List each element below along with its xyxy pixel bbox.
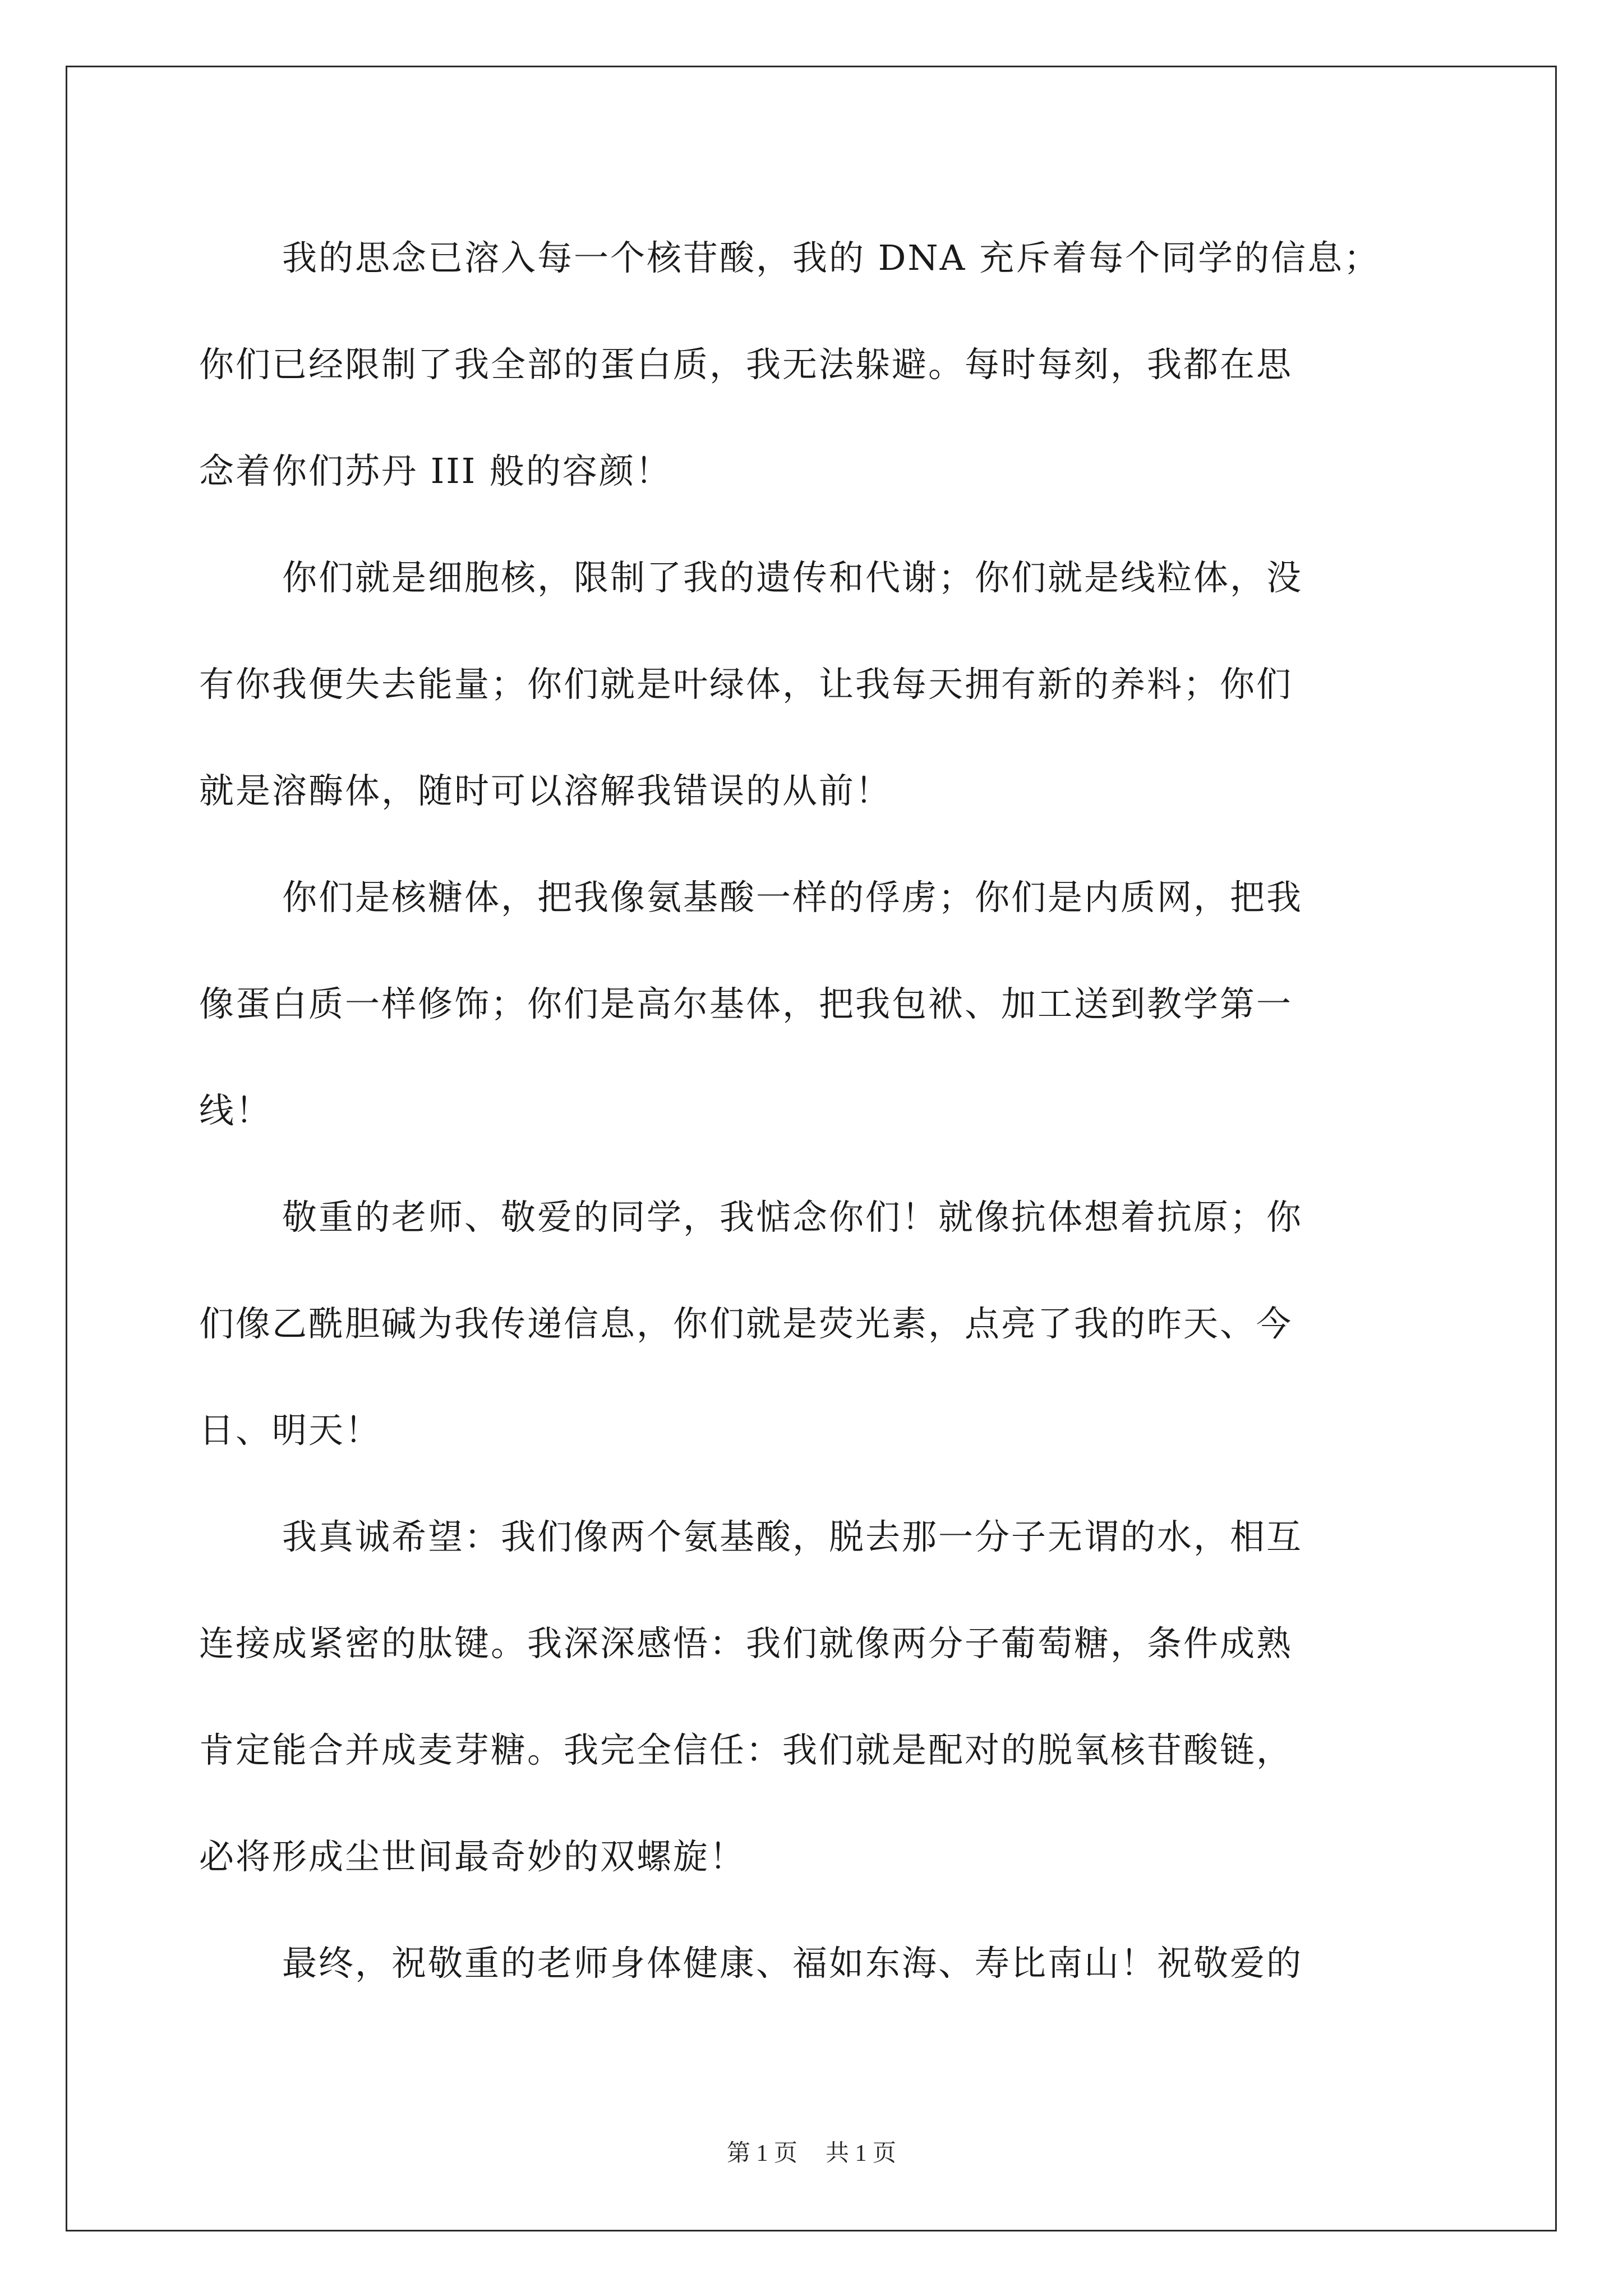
text-line: 我真诚希望：我们像两个氨基酸，脱去那一分子无谓的水，相互 <box>282 1516 1303 1557</box>
page-total: 共 1 页 <box>826 2141 897 2166</box>
page-footer <box>0 2134 1623 2168</box>
text-line: 最终，祝敬重的老师身体健康、福如东海、寿比南山！祝敬爱的 <box>282 1943 1303 1984</box>
text-line: 有你我便失去能量；你们就是叶绿体，让我每天拥有新的养料；你们 <box>199 664 1293 705</box>
text-line: 你们就是细胞核，限制了我的遗传和代谢；你们就是线粒体，没 <box>282 557 1303 598</box>
text-line: 念着你们苏丹 III 般的容颜！ <box>199 450 672 491</box>
document-body <box>199 205 1427 2017</box>
text-line: 就是溶酶体，随时可以溶解我错误的从前！ <box>199 770 892 811</box>
page-number: 第 1 页 <box>726 2141 797 2166</box>
text-line: 连接成紧密的肽键。我深深感悟：我们就像两分子葡萄糖，条件成熟 <box>199 1623 1293 1664</box>
text-line: 线！ <box>199 1090 273 1131</box>
text-line: 们像乙酰胆碱为我传递信息，你们就是荧光素，点亮了我的昨天、今 <box>199 1303 1293 1344</box>
text-line: 必将形成尘世间最奇妙的双螺旋！ <box>199 1836 746 1877</box>
text-line: 我的思念已溶入每一个核苷酸，我的 DNA 充斥着每个同学的信息； <box>282 237 1381 278</box>
text-line: 你们是核糖体，把我像氨基酸一样的俘虏；你们是内质网，把我 <box>282 877 1303 918</box>
text-line: 敬重的老师、敬爱的同学，我惦念你们！就像抗体想着抗原；你 <box>282 1197 1303 1237</box>
text-line: 日、明天！ <box>199 1410 382 1451</box>
text-line: 肯定能合并成麦芽糖。我完全信任：我们就是配对的脱氧核苷酸链， <box>199 1729 1293 1770</box>
text-line: 像蛋白质一样修饰；你们是高尔基体，把我包袱、加工送到教学第一 <box>199 983 1293 1024</box>
text-line: 你们已经限制了我全部的蛋白质，我无法躲避。每时每刻，我都在思 <box>199 344 1293 385</box>
